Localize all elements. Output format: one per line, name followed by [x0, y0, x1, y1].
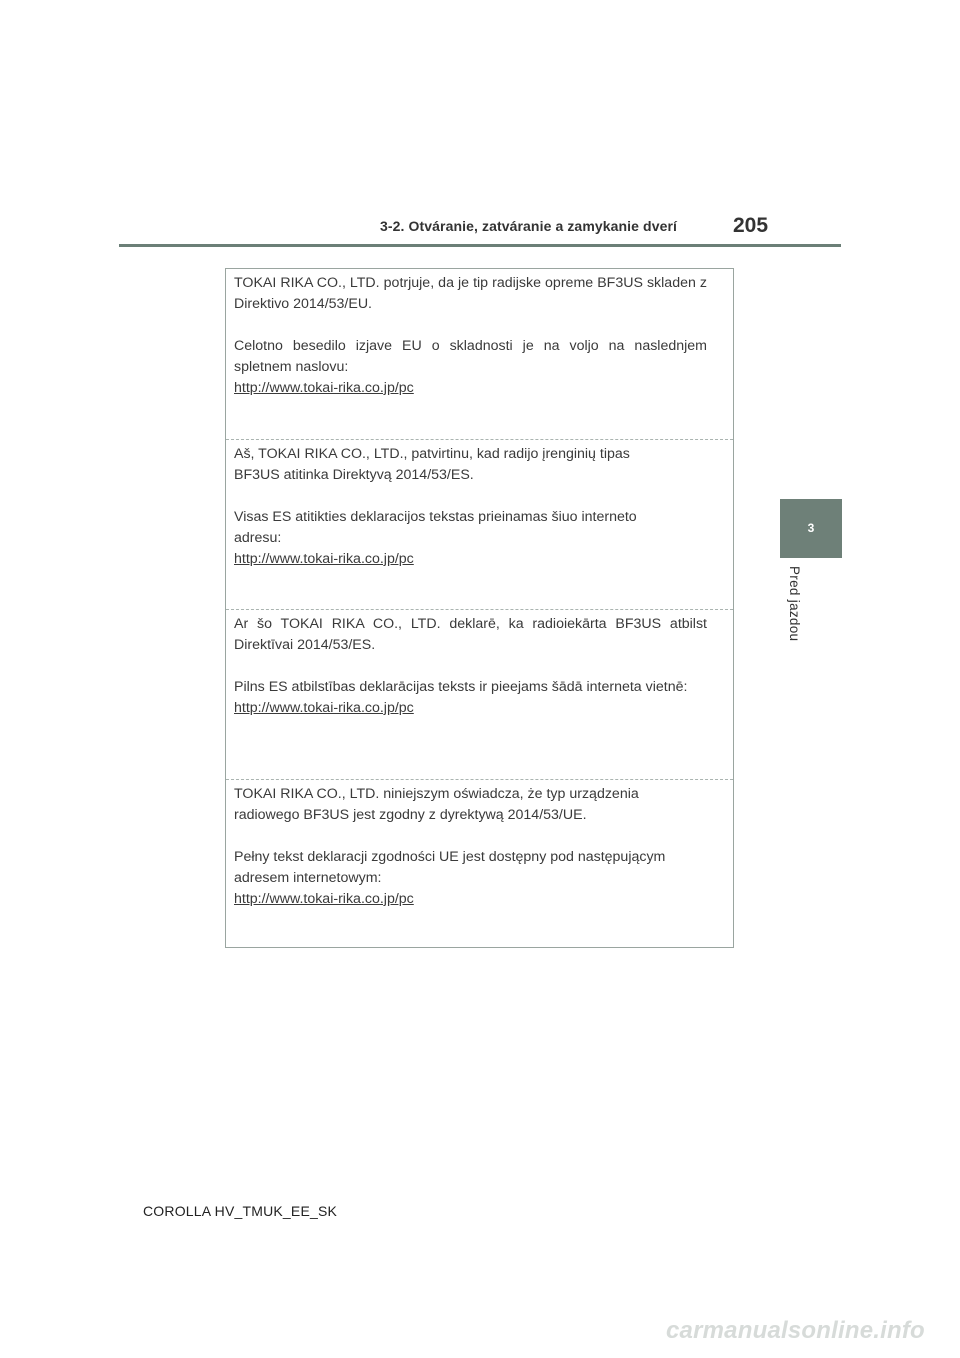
model-code: COROLLA HV_TMUK_EE_SK [143, 1203, 338, 1219]
declaration-section-polish [226, 779, 733, 948]
chapter-label: Pred jazdou [787, 566, 802, 642]
declaration-box [225, 268, 734, 948]
section-title: 3-2. Otváranie, zatváranie a zamykanie dverí [380, 218, 677, 234]
page-number: 205 [733, 214, 769, 237]
watermark-text: carmanualsonline.info [666, 1317, 925, 1344]
declaration-url-link[interactable]: http://www.tokai-rika.co.jp/pc [234, 891, 414, 907]
header-divider [119, 244, 841, 247]
declaration-availability: Pełny tekst deklaracji zgodności UE jest dostępny pod następującym adresem internetowym: [234, 849, 666, 886]
declaration-statement: Aš, TOKAI RIKA CO., LTD., patvirtinu, kad radijo įrenginių tipas BF3US atitinka Direktyvą 2014/53/ES. [234, 446, 630, 483]
declaration-availability: Celotno besedilo izjave EU o skladnosti je na voljo na naslednjem spletnem naslovu: [234, 338, 707, 375]
declaration-statement: Ar šo TOKAI RIKA CO., LTD. deklarē, ka radioiekārta BF3US atbilst Direktīvai 2014/53/ES. [234, 616, 707, 653]
declaration-statement: TOKAI RIKA CO., LTD. niniejszym oświadcza, że typ urządzenia radiowego BF3US jest zgodny z dyrektywą 2014/53/UE. [234, 786, 639, 823]
declaration-section-lithuanian [226, 439, 733, 609]
declaration-section-latvian [226, 609, 733, 779]
declaration-availability: Visas ES atitikties deklaracijos tekstas prieinamas šiuo interneto adresu: [234, 509, 637, 546]
chapter-number: 3 [807, 521, 815, 535]
declaration-url-link[interactable]: http://www.tokai-rika.co.jp/pc [234, 700, 414, 716]
chapter-tab [780, 499, 842, 558]
declaration-url-link[interactable]: http://www.tokai-rika.co.jp/pc [234, 380, 414, 396]
declaration-availability: Pilns ES atbilstības deklarācijas teksts ir pieejams šādā interneta vietnē: [234, 679, 688, 695]
declaration-statement: TOKAI RIKA CO., LTD. potrjuje, da je tip radijske opreme BF3US skladen z Direktivo 2014/53/EU. [234, 275, 707, 312]
declaration-section-slovenian [226, 269, 733, 439]
declaration-url-link[interactable]: http://www.tokai-rika.co.jp/pc [234, 551, 414, 567]
